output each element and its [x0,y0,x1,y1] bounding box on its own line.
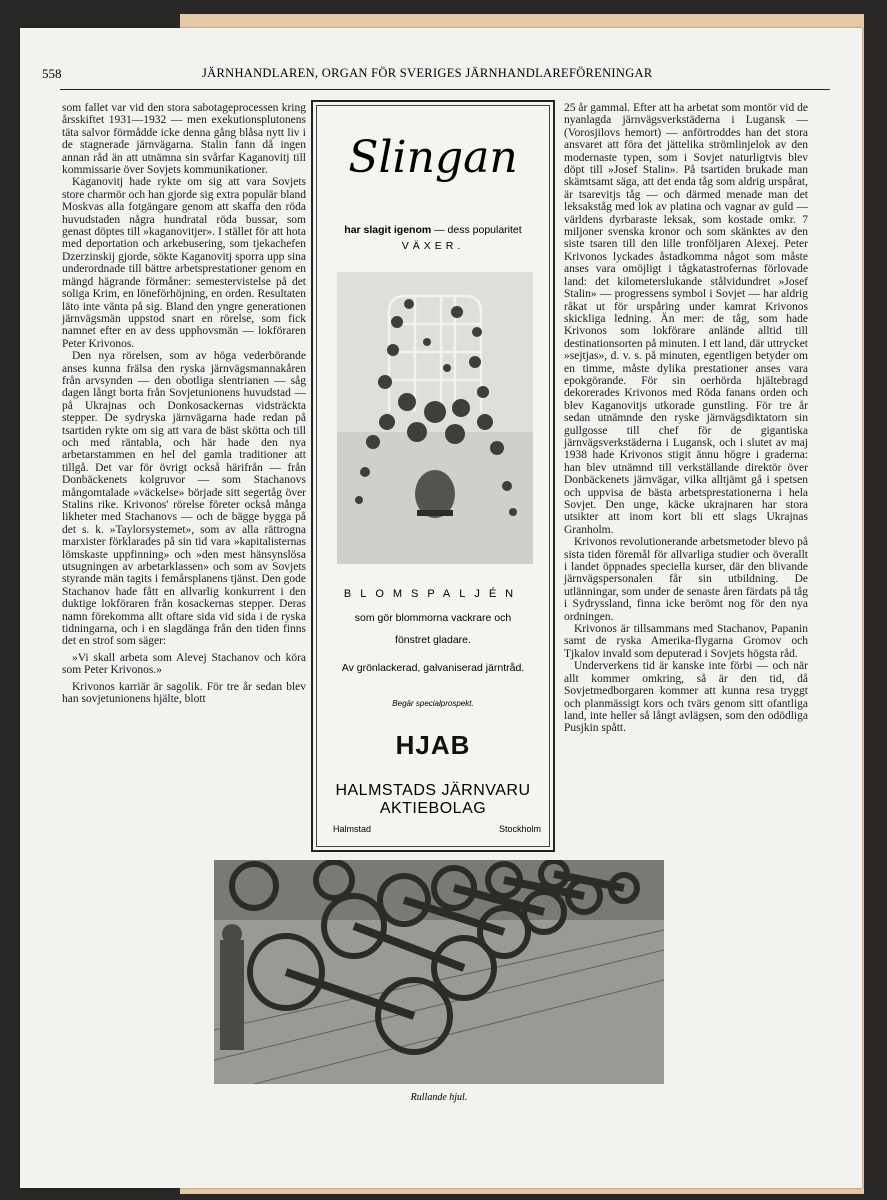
page-header [42,66,832,86]
hjab-logo: HJAB [395,730,471,760]
ad-description-2: fönstret gladare. [395,634,471,646]
flower-trellis-image [337,272,533,564]
flower-trellis-photo [337,272,533,564]
ad-company-name-2: AKTIEBOLAG [379,800,487,817]
right-paragraph: Krivonos revolutionerande arbetsmetoder blevo på sista tiden föremål för allvarliga studier och överallt i landet öppnades speciella kurser, där den blivande järnvägspersonalen får sin utbildning. De utlänningar, som under de senaste åren färdats på tåg i Sydryssland, finna icke berömt nog för den nya ordningen. [564,536,808,623]
wheelsets-photo [214,860,664,1084]
wheelsets-image [214,860,664,1084]
advertisement [311,100,555,852]
left-paragraph: Kaganovitj hade rykte om sig att vara Sovjets store charmör och han gjorde sig extra populär bland Moskvas alla fotgängare genom att skaffa den röda huvudstaden några hundratal röda bussar, som genast döptes till »kaganovitjer». I stället för att hota med deportation och arkebusering, som tjekachefen Dzerzinskij gjorde, sökte Kaganovitj sporra upp sina underordnade till bättre arbetsprestationer genom en mängd hägrande förmåner: semestervistelse på det soliga Krim, en löneförhöjning, en orden. Resultaten läto inte vänta på sig. Bland den yngre generationen järnvägsmän uppstod snart en rörelse, som fick namnet efter en av dess upphovsmän — lokföraren Peter Krivonos. [62,176,306,350]
photo-caption: Rullande hjul. [410,1092,468,1103]
ad-tagline-2: VÄXER. [401,240,465,252]
page-number: 558 [42,66,62,81]
right-paragraph: 25 år gammal. Efter att ha arbetat som montör vid de nyanlagda järnvägsverkstäderna i Lugansk — (Vorosjilovs hemort) — anförtroddes han det stora ansvaret att föra det jättelika strömlinjelok av den modernaste typen, som i Sovjet naturligtvis blev döpt till »Josef Stalin». På tsartiden brukade man skämtsamt säga, att det enda tåg som aldrig urspårat, är tsarevitjs tåg — och därmed menade man det leksakståg med lok av platina och vagnar av guld — världens dyrbaraste leksak, som kostade omkr. 7 miljoner svenska kronor och som skänktes av den siste tsaren till den lille tronföljaren Alexej. Peter Krivonos lyckades åstadkomma något som måste anses vara omöjligt i tågkatastrofernas förlovade land: det kilometerslukande stålvidundret »Josef Stalin» — progressens symbol i Sovjet — har aldrig råkat ut för urspåring under kamrat Krivonos skickliga ledning. Än mer: de tåg, som hade Krivonos som lokförare anlände alltid till destinationsorten på minuten. I ett land, där uttrycket »sejtjas», d. v. s. på minuten, egentligen betyder om en timme, måste dylika prestationer anses vara epokgörande. För sin oerhörda hjältebragd dekorerades Krivonos med Röda fanans orden och blev Kaganovitjs utkorade gunstling. För tre år sedan utnämnde den ryske järnvägsdiktatorn sin gullgosse till chef för de gigantiska järnvägsverkstäderna i Lugansk, och i slutet av maj 1938 hade Krivonos stigit ännu högre i graderna: han blev utnämnd till verkställande direktör över Donbäckenets järnvägar, vilka alltjämt gå i spetsen och uppvisa de bästa arbetsprestationerna i hela Sovjet. Den unge, käcke ukrajnaren har stora utsikter att inom kort bli ett slags Ukrajnas Granholm. [564,102,808,536]
ad-request-text: Begär specialprospekt. [392,699,474,708]
right-paragraph: Underverkens tid är kanske inte förbi — och när allt kommer omkring, så är den tid, då Sovjetmedborgaren kommer att kunna resa tryggt och planmässigt kors och tvärs genom sitt ofantliga land, inte heller så långt avlägsen, som den odödliga Pusjkin spått. [564,660,808,735]
ad-brand-script: Slingan [348,132,518,183]
left-paragraph: Den nya rörelsen, som av höga vederbörande anses kunna frälsa den ryska järnvägsmannakåren från arvsynden — den obotliga slentrianen — såg dagen långt borta från Sovjetunionens huvudstad — på Ukrajnas och Donkosackernas vidsträckta stepper. De sydryska järnvägarna hade redan på tsartiden rykte om sig att vara de bäst skötta och till och med räntabla, och här hade den nya arbetarstammen en hel del gamla traditioner att tillgå. Det var för övrigt också härifrån — från Donbäckenets kolgruvor — som Stachanovs mångomtalade »väckelse» började sitt segertåg över Stalins rike. Krivonos' rörelse företer också många likheter med Stachanovs — och de bägge bygga på det s. k. »Taylorsystemet», som av alla rättrogna marxister förklarades på sin tid vara »kapitalisternas lömskaste uppfinning» och »den mest hänsynslösa utsugningen av arbetarklassen» och som av Sovjets styrande män tagits i femårsplanens tjänst. Den gode Stachanov hade fått en allvarlig konkurrent i den duktige lokföraren från kosackernas stepper. Deras namn förekomma allt oftare sida vid sida i de ryska tidningarna, och i en slagdänga från den tiden finns det en strof som säger: [62,350,306,648]
left-quote: »Vi skall arbeta som Alevej Stachanov och köra som Peter Krivonos.» [62,651,306,677]
right-column [564,102,808,735]
right-paragraph: Krivonos är tillsammans med Stachanov, Papanin samt de ryska Amerika-flygarna Gromov och Tjkalov invald som deputerad i Sovjets högsta råd. [564,623,808,660]
left-paragraph: som fallet var vid den stora sabotageprocessen kring årsskiftet 1931—1932 — men exekutionsplutonens täta salvor förmådde icke denna gång blåsa nytt liv i de stagnerade järnvägarna. Stalin fann då ingen annan råd än att utnämna sin svårfar Kaganovitj till kommissarie över Sovjets kommunikationer. [62,102,306,177]
ad-city-left: Halmstad [333,824,372,834]
ad-product-name: BLOMSPALJÉN [343,588,523,600]
left-column [62,102,306,706]
ad-description-3: Av grönlackerad, galvaniserad järntråd. [341,662,525,674]
ad-description-1: som gör blommorna vackrare och [354,612,512,624]
ad-tagline-rest: — dess popularitet [434,224,522,236]
ad-company-name-1: HALMSTADS JÄRNVARU [335,782,531,799]
ad-tagline [313,224,553,236]
ad-city-right: Stockholm [498,824,541,834]
ad-tagline-bold: har slagit igenom [344,224,432,236]
running-title: JÄRNHANDLAREN, ORGAN FÖR SVERIGES JÄRNHANDLAREFÖRENINGAR [202,66,653,80]
left-closing-paragraph: Krivonos karriär är sagolik. För tre år sedan blev han sovjetunionens hjälte, blott [62,680,306,706]
header-rule [60,89,830,90]
